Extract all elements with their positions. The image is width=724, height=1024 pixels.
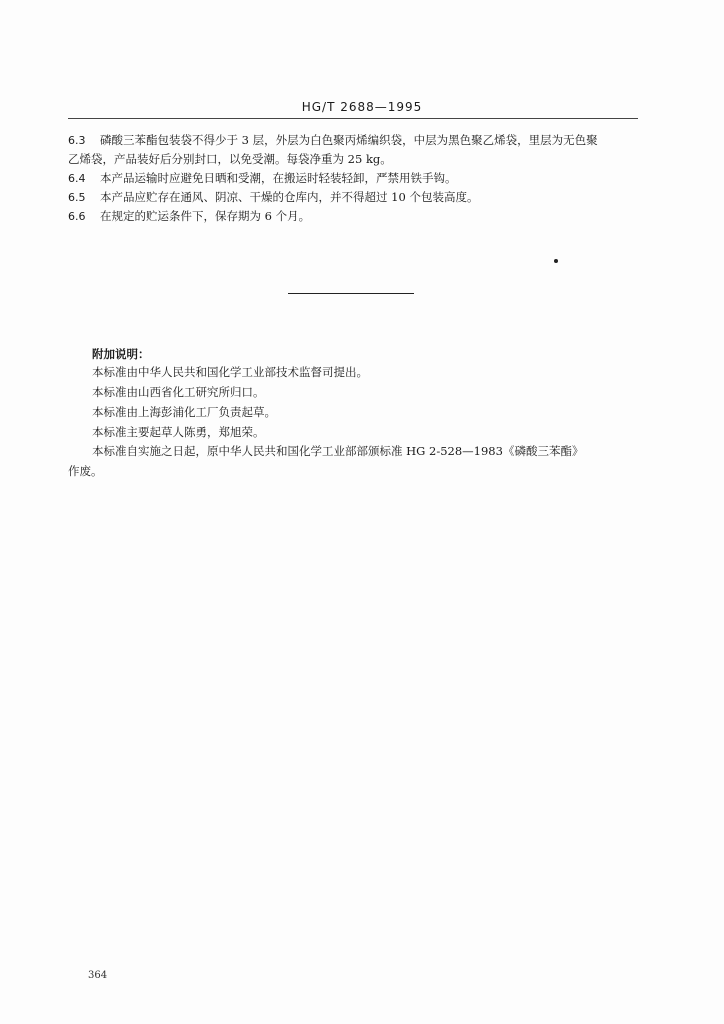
clause-text: 在规定的贮运条件下，保存期为 6 个月。 <box>100 209 311 223</box>
note-line: 本标准自实施之日起，原中华人民共和国化学工业部部颁标准 HG 2-528—1983《磷酸三苯酯》 <box>92 444 584 458</box>
note-continuation: 作废。 <box>68 464 103 478</box>
clause-text: 磷酸三苯酯包装袋不得少于 3 层，外层为白色聚丙烯编织袋，中层为黑色聚乙烯袋，里层为无色聚 <box>100 133 598 147</box>
clause-number: 6.5 <box>68 191 86 204</box>
note-line: 本标准由上海彭浦化工厂负责起草。 <box>92 405 276 419</box>
clause-6-3 <box>68 131 638 169</box>
note-line: 本标准由山西省化工研究所归口。 <box>92 385 265 399</box>
note-line: 本标准主要起草人陈勇，郑旭荣。 <box>92 425 265 439</box>
scan-dot <box>554 259 558 263</box>
clause-6-5 <box>68 188 638 207</box>
clause-number: 6.6 <box>68 210 86 223</box>
end-of-text-rule <box>288 293 414 294</box>
clause-text: 本产品运输时应避免日晒和受潮，在搬运时轻装轻卸，严禁用铁手钩。 <box>100 171 457 185</box>
clause-6-6 <box>68 207 638 226</box>
clause-continuation: 乙烯袋，产品装好后分别封口，以免受潮。每袋净重为 25 kg。 <box>68 152 392 166</box>
clause-number: 6.4 <box>68 172 86 185</box>
additional-notes-title: 附加说明： <box>92 347 150 361</box>
clause-6-4 <box>68 169 638 188</box>
page-number: 364 <box>88 970 108 981</box>
standard-code-header: HG/T 2688—1995 <box>301 100 423 114</box>
clause-number: 6.3 <box>68 134 86 147</box>
header-rule <box>68 118 638 119</box>
note-line: 本标准由中华人民共和国化学工业部技术监督司提出。 <box>92 365 368 379</box>
clause-text: 本产品应贮存在通风、阴凉、干燥的仓库内，并不得超过 10 个包装高度。 <box>100 190 479 204</box>
